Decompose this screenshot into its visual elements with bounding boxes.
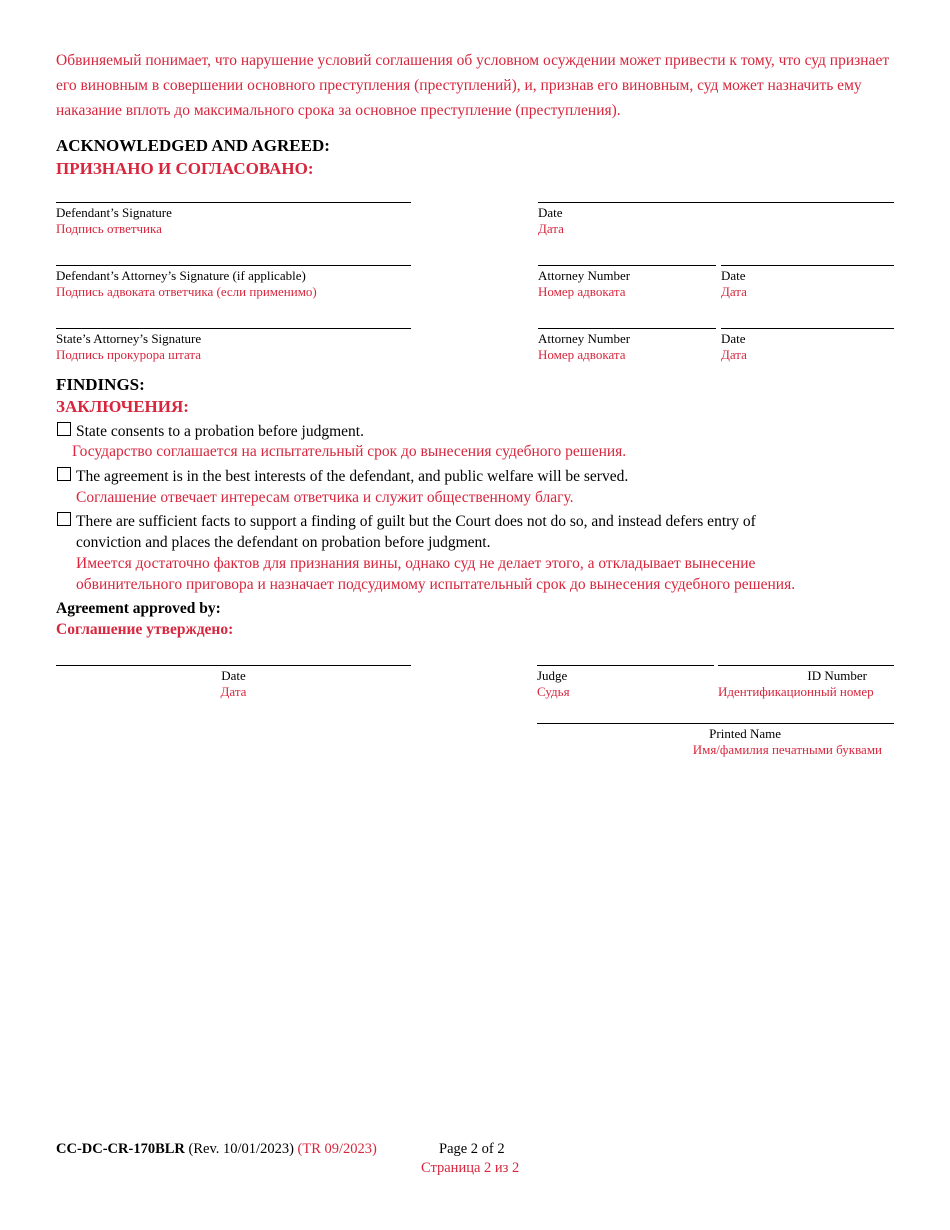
finding-2-text-ru: Соглашение отвечает интересам ответчика и служит общественному благу. [76, 489, 574, 506]
form-code: CC-DC-CR-170BLR [56, 1141, 185, 1157]
defendant-attorney-date-line[interactable] [721, 265, 894, 266]
form-revision: (Rev. 10/01/2023) [188, 1141, 294, 1157]
defendant-date-line[interactable] [538, 202, 894, 203]
footer-page-number: Page 2 of 2 [439, 1141, 505, 1157]
agreement-approved-heading-ru: Соглашение утверждено: [56, 621, 234, 638]
printed-name-label: Printed Name Имя/фамилия печатными буквами [692, 726, 882, 757]
acknowledged-heading: ACKNOWLEDGED AND AGREED: [56, 136, 330, 155]
printed-name-line[interactable] [537, 723, 894, 724]
finding-1-text: State consents to a probation before judgment. [76, 423, 364, 440]
state-attorney-number-line[interactable] [538, 328, 716, 329]
approval-date-label: Date Дата [220, 668, 247, 699]
finding-2-checkbox[interactable] [57, 467, 71, 481]
approval-date-line[interactable] [56, 665, 411, 666]
id-number-line[interactable] [718, 665, 894, 666]
finding-3-text-ru-line1: Имеется достаточно фактов для признания вины, однако суд не делает этого, а откладывает вынесение [76, 555, 756, 572]
defendant-attorney-signature-label: Defendant’s Attorney’s Signature (if applicable) Подпись адвоката ответчика (если применимо) [56, 268, 317, 299]
finding-3-text-ru-line2: обвинительного приговора и назначает подсудимому испытательный срок до вынесения судебного решения. [76, 576, 796, 593]
finding-3-text-line2: conviction and places the defendant on probation before judgment. [76, 534, 491, 551]
agreement-approved-heading: Agreement approved by: [56, 600, 221, 617]
defendant-attorney-signature-line[interactable] [56, 265, 411, 266]
form-translation-revision: (TR 09/2023) [297, 1141, 377, 1157]
defendant-attorney-date-label: Date Дата [721, 268, 747, 299]
state-attorney-signature-label: State’s Attorney’s Signature Подпись прокурора штата [56, 331, 202, 362]
finding-1-checkbox[interactable] [57, 422, 71, 436]
state-attorney-date-line[interactable] [721, 328, 894, 329]
finding-3-checkbox[interactable] [57, 512, 71, 526]
judge-signature-line[interactable] [537, 665, 714, 666]
footer-form-info [56, 1140, 377, 1159]
defendant-date-label: Date Дата [538, 205, 564, 236]
finding-2-text: The agreement is in the best interests of the defendant, and public welfare will be served. [76, 468, 629, 485]
judge-label: Judge Судья [537, 668, 570, 699]
findings-heading: FINDINGS: [56, 375, 145, 394]
id-number-label: ID Number Идентификационный номер [718, 668, 874, 699]
findings-heading-ru: ЗАКЛЮЧЕНИЯ: [56, 397, 189, 416]
intro-paragraph: Обвиняемый понимает, что нарушение условий соглашения об условном осуждении может привести к тому, что суд признает его виновным в совершении основного преступления (преступлений), и, признав его виновным, суд может назначить ему наказание вплоть до максимального срока за основное преступление (преступления). [56, 52, 890, 119]
finding-3-text-line1: There are sufficient facts to support a finding of guilt but the Court does not do so, and instead defers entry of [76, 513, 756, 530]
defendant-signature-line[interactable] [56, 202, 411, 203]
defendant-attorney-number-label: Attorney Number Номер адвоката [538, 268, 631, 299]
defendant-attorney-number-line[interactable] [538, 265, 716, 266]
state-attorney-date-label: Date Дата [721, 331, 747, 362]
state-attorney-number-label: Attorney Number Номер адвоката [538, 331, 631, 362]
acknowledged-heading-ru: ПРИЗНАНО И СОГЛАСОВАНО: [56, 159, 314, 178]
finding-1-text-ru: Государство соглашается на испытательный срок до вынесения судебного решения. [72, 443, 627, 460]
state-attorney-signature-line[interactable] [56, 328, 411, 329]
footer-page-number-ru: Страница 2 из 2 [421, 1160, 520, 1176]
defendant-signature-label: Defendant’s Signature Подпись ответчика [56, 205, 172, 236]
